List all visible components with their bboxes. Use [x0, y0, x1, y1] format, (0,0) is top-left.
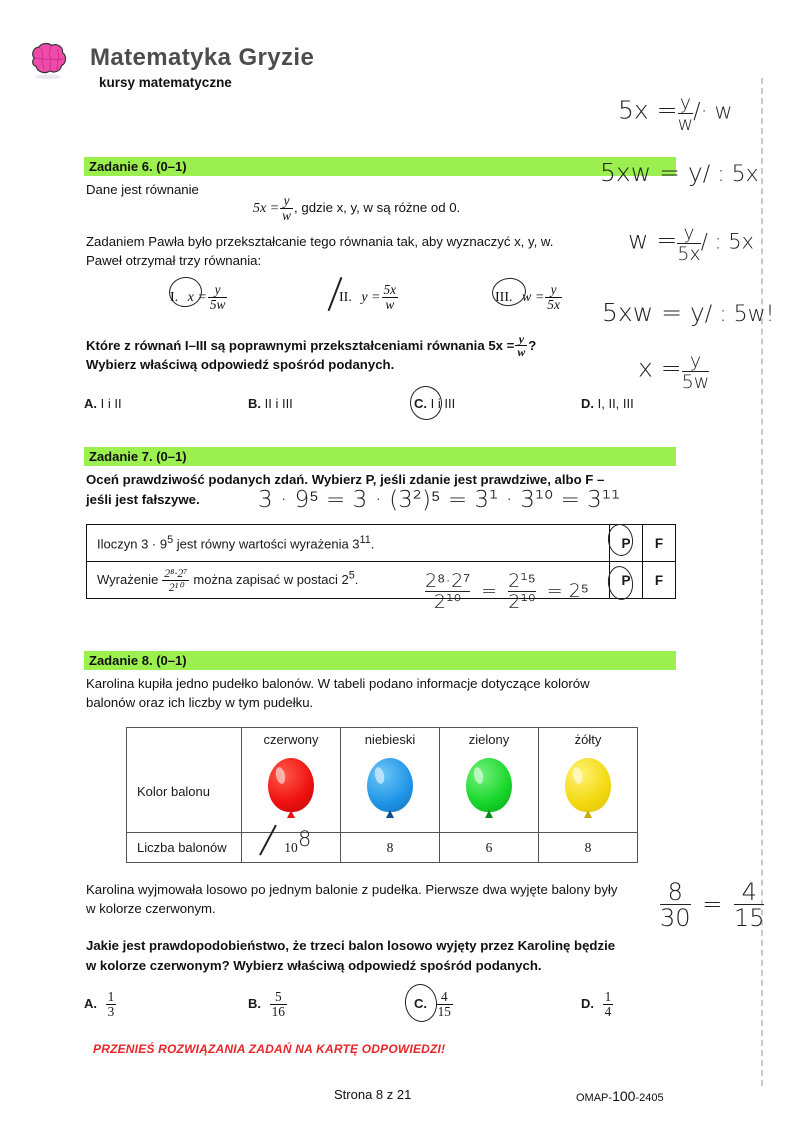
task8-answer-c-label: C. — [414, 995, 427, 1011]
task6-answer-a[interactable] — [84, 396, 122, 411]
brain-icon — [26, 40, 70, 80]
task8-row-label-count: Liczba balonów — [127, 833, 242, 863]
balloon-red-icon — [268, 758, 314, 820]
task6-band-label: Zadanie 6. (0–1) — [89, 159, 187, 174]
task8-answer-c-den: 15 — [437, 1003, 451, 1019]
task6-answer-b-text: II i III — [264, 396, 293, 411]
transfer-answers-notice: PRZENIEŚ ROZWIĄZANIA ZADAŃ NA KARTĘ ODPOWIEDZI! — [93, 1042, 446, 1056]
task8-answer-b-num: 5 — [274, 989, 282, 1004]
task8-count-2: 6 — [440, 833, 539, 863]
task8-answer-b-den: 16 — [271, 1003, 285, 1019]
task8-balloon-cell-3 — [539, 751, 638, 833]
task8-para1-line1: Karolina wyjmowała losowo po jednym balonie z pudełka. Pierwsze dwa wyjęte balony były — [86, 882, 618, 897]
task8-answer-b-label: B. — [248, 995, 261, 1011]
task6-answer-a-label: A. — [84, 396, 97, 411]
task6-variant-3-num: y — [550, 282, 557, 297]
task6-answer-a-text: I i II — [100, 396, 122, 411]
task8-count-0: 10 — [242, 833, 341, 863]
task7-row2-option-p[interactable]: P — [610, 562, 643, 599]
task8-answer-d[interactable] — [581, 990, 614, 1018]
task8-row-label-color: Kolor balonu — [127, 751, 242, 833]
task8-answer-a[interactable] — [84, 990, 117, 1018]
task8-answer-a-label: A. — [84, 995, 97, 1011]
task6-variant-2-roman: II. — [339, 289, 352, 305]
task6-eq-den: w — [282, 207, 292, 223]
task6-answer-d-label: D. — [581, 396, 594, 411]
page-header — [0, 18, 805, 88]
task8-balloon-table — [126, 727, 638, 863]
task6-variant-3-roman: III. — [495, 289, 513, 305]
task8-color-header-1: niebieski — [341, 728, 440, 751]
task8-para2-line1: Jakie jest prawdopodobieństwo, że trzeci balon losowo wyjęty przez Karolinę będzie — [86, 938, 616, 953]
table-row-headers — [127, 728, 638, 751]
task7-row1-text-before: Iloczyn 3 · 9 — [97, 536, 168, 552]
footer-exam-code — [576, 1088, 664, 1104]
task8-answer-c-num: 4 — [440, 989, 448, 1004]
balloon-blue-icon — [367, 758, 413, 820]
task7-row1-statement — [87, 525, 610, 562]
task7-instruction-line1: Oceń prawdziwość podanych zdań. Wybierz P, jeśli zdanie jest prawdziwe, albo F – — [86, 472, 605, 487]
task8-color-header-2: zielony — [440, 728, 539, 751]
handwriting-task6-step-5: x = $\frac{y}{5w}$ — [638, 350, 710, 393]
task7-row2-text-after: . — [354, 572, 359, 588]
task6-variant-1-lhs: x = — [187, 289, 207, 305]
task7-instruction-line2: jeśli jest fałszywe. — [86, 492, 200, 507]
task6-question-line1 — [86, 333, 536, 358]
task8-band — [84, 651, 676, 670]
handwriting-circle-task6-answer-c — [408, 384, 444, 422]
task7-band-label: Zadanie 7. (0–1) — [89, 449, 187, 464]
task6-answer-b-label: B. — [248, 396, 261, 411]
handwriting-task7-note: 3 · 9⁵ = 3 · (3²)⁵ = 3¹ · 3¹⁰ = 3¹¹ — [258, 487, 621, 513]
task8-answer-d-den: 4 — [604, 1003, 612, 1019]
task6-answers — [84, 396, 676, 416]
task6-intro: Dane jest równanie — [86, 182, 199, 197]
task6-variant-1-roman: I. — [170, 289, 179, 305]
footer-code-prefix: OMAP- — [576, 1092, 613, 1104]
task6-equation-lhs: 5x = — [253, 200, 280, 216]
task6-eq-tail: , gdzie x, y, w są różne od 0. — [294, 199, 461, 215]
task6-equation — [253, 194, 460, 222]
table-row-balloons — [127, 751, 638, 833]
task6-line2: Zadaniem Pawła było przekształcanie tego równania tak, aby wyznaczyć x, y, w. — [86, 234, 554, 249]
task6-variant-1-den: 5w — [209, 296, 226, 312]
task8-balloon-cell-0 — [242, 751, 341, 833]
task7-row1-sup2: 11 — [359, 534, 371, 547]
task8-count-3: 8 — [539, 833, 638, 863]
task8-band-label: Zadanie 8. (0–1) — [89, 653, 187, 668]
task6-line3: Paweł otrzymał trzy równania: — [86, 253, 262, 268]
task8-count-1: 8 — [341, 833, 440, 863]
handwriting-task6-step-4: 5xw = y/ : 5w! — [602, 298, 775, 327]
task7-row2-frac-den: 2¹⁰ — [162, 580, 189, 593]
task7-row1-sup1: 5 — [167, 534, 174, 547]
handwriting-task6-step-2: 5xw = y/ : 5x — [600, 158, 759, 187]
task8-answer-a-num: 1 — [107, 989, 115, 1004]
footer-code-big: 100 — [612, 1088, 636, 1104]
task8-balloon-cell-2 — [440, 751, 539, 833]
task7-row2-text-before: Wyrażenie — [97, 572, 159, 588]
task6-question-den: w — [517, 345, 526, 360]
task8-answer-d-num: 1 — [604, 989, 612, 1004]
task6-answer-d[interactable] — [581, 396, 634, 411]
task6-question-line2: Wybierz właściwą odpowiedź spośród podanych. — [86, 357, 395, 372]
task6-variant-3-den: 5x — [547, 296, 560, 312]
task7-row1-option-p[interactable]: P — [610, 525, 643, 562]
task6-question-num: y — [518, 332, 524, 346]
task8-answers — [84, 990, 676, 1024]
handwriting-task8-probability: $\frac{8}{30}$ = $\frac{4}{15}$ — [660, 878, 765, 932]
table-row — [87, 525, 676, 562]
task6-variant-2-lhs: y = — [361, 289, 381, 305]
task7-band — [84, 447, 676, 466]
task6-answer-b[interactable] — [248, 396, 293, 411]
task8-answer-d-label: D. — [581, 995, 594, 1011]
task6-answer-d-text: I, II, III — [597, 396, 634, 411]
task7-row2-frac-num: 2⁸·2⁷ — [164, 566, 188, 581]
table-row-counts — [127, 833, 638, 863]
task6-band — [84, 157, 676, 176]
brand-subtitle: kursy matematyczne — [99, 75, 232, 90]
task8-answer-a-den: 3 — [107, 1003, 115, 1019]
footer-page-number: Strona 8 z 21 — [334, 1087, 412, 1102]
task6-eq-num: y — [283, 193, 290, 208]
task8-para1-line2: w kolorze czerwonym. — [86, 901, 216, 916]
task6-question-tail: ? — [528, 337, 537, 353]
task8-para2-line2: w kolorze czerwonym? Wybierz właściwą odpowiedź spośród podanych. — [86, 958, 542, 973]
footer-code-suffix: -2405 — [635, 1092, 664, 1104]
handwriting-count-correction: 8 — [298, 827, 312, 851]
task6-answer-c-text: I i III — [430, 396, 456, 411]
task8-balloon-cell-1 — [341, 751, 440, 833]
task7-row1-text-after: . — [370, 536, 375, 552]
task6-variant-2-num: 5x — [383, 282, 397, 297]
task7-row1-text-mid: jest równy wartości wyrażenia 3 — [173, 536, 360, 552]
balloon-yellow-icon — [565, 758, 611, 820]
task6-variant-3-lhs: w = — [522, 289, 545, 305]
task6-variant-2-den: w — [382, 297, 399, 312]
task6-question-text: Które z równań I–III są poprawnymi przekształceniami równania 5x = — [86, 337, 515, 353]
task8-color-header-3: żółty — [539, 728, 638, 751]
handwriting-task7-row2-note: $\frac{\text{2⁸·2⁷}}{\text{2¹⁰}}$ = $\frac{\text{2¹⁵}}{\text{2¹⁰}}$ = 2⁵ — [425, 570, 589, 613]
balloon-green-icon — [466, 758, 512, 820]
page-edge-dashed-rule — [761, 78, 763, 1086]
task7-row1-option-f[interactable]: F — [643, 525, 676, 562]
task8-answer-b[interactable] — [248, 990, 288, 1018]
handwriting-task6-step-1: 5x = $\frac{y}{w}$ /· w — [618, 92, 733, 135]
handwriting-task6-step-3: w = $\frac{y}{5x}$ / : 5x — [628, 222, 754, 265]
brand-title: Matematyka Gryzie — [90, 44, 315, 71]
task6-variant-1-num: y — [214, 282, 221, 297]
task6-variant-2 — [339, 283, 399, 311]
task8-color-header-0: czerwony — [242, 728, 341, 751]
task8-line2: balonów oraz ich liczby w tym pudełku. — [86, 695, 314, 710]
task8-line1: Karolina kupiła jedno pudełko balonów. W tabeli podano informacje dotyczące kolorów — [86, 676, 590, 691]
task8-empty-corner — [127, 728, 242, 751]
task7-row2-option-f[interactable]: F — [643, 562, 676, 599]
task6-answer-c-label: C. — [414, 396, 427, 411]
task7-row2-text-mid: można zapisać w postaci 2 — [193, 572, 349, 588]
task7-row2-sup2: 5 — [348, 569, 355, 582]
